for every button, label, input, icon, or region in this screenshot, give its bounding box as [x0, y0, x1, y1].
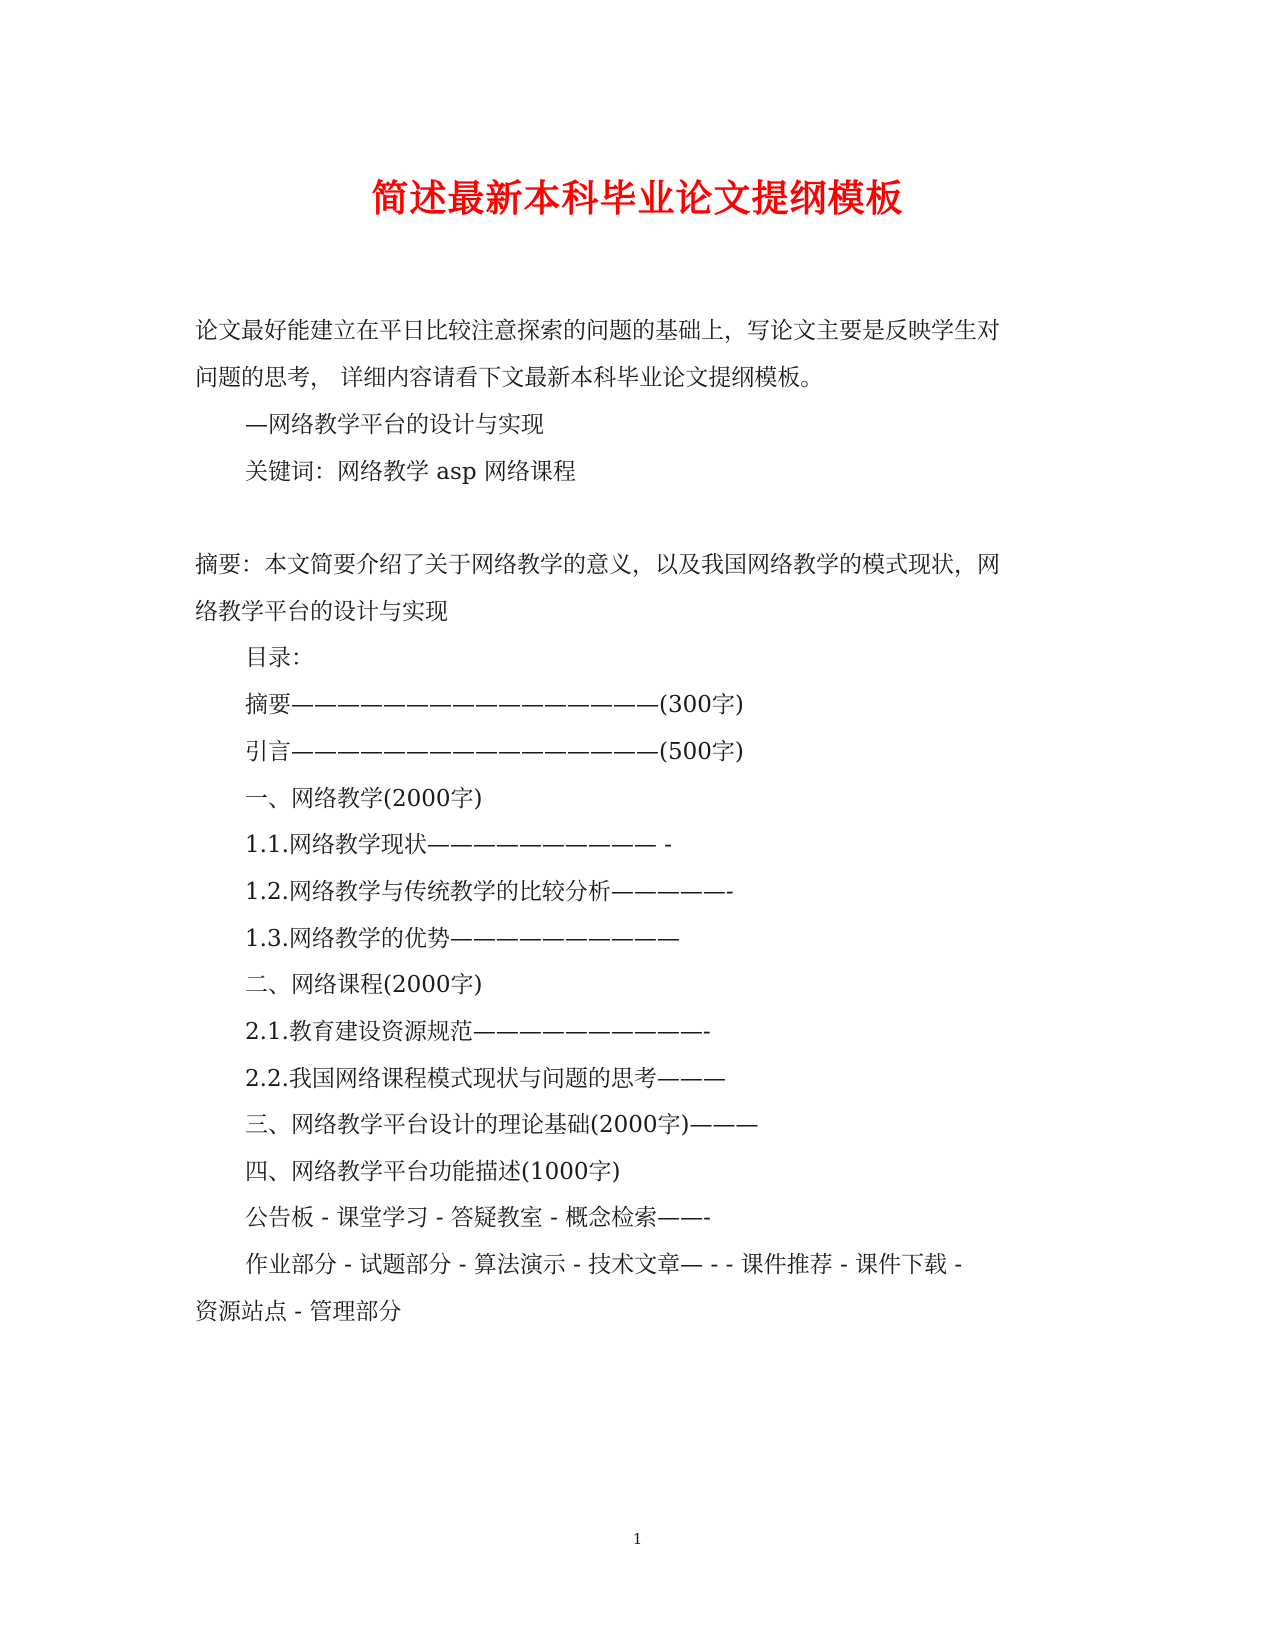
abstract-line-1: 摘要：本文简要介绍了关于网络教学的意义，以及我国网络教学的模式现状，网 — [195, 552, 1000, 578]
intro-paragraph-line-2: 问题的思考， 详细内容请看下文最新本科毕业论文提纲模板。 — [195, 365, 824, 391]
document-title: 简述最新本科毕业论文提纲模板 — [371, 176, 904, 220]
toc-item: 引言————————————————(500字) — [245, 739, 744, 765]
intro-paragraph-line-1: 论文最好能建立在平日比较注意探索的问题的基础上，写论文主要是反映学生对 — [195, 318, 1000, 344]
toc-item: 公告板 - 课堂学习 - 答疑教室 - 概念检索——- — [245, 1205, 711, 1231]
keywords-line: 关键词：网络教学 asp 网络课程 — [245, 459, 576, 485]
toc-item: 资源站点 - 管理部分 — [195, 1299, 402, 1325]
toc-item: 二、网络课程(2000字) — [245, 972, 483, 998]
toc-item: 作业部分 - 试题部分 - 算法演示 - 技术文章— - - 课件推荐 - 课件下载 - — [245, 1252, 963, 1278]
toc-item: 三、网络教学平台设计的理论基础(2000字)——— — [245, 1112, 759, 1138]
toc-item: 1.3.网络教学的优势—————————— — [245, 926, 680, 952]
abstract-line-2: 络教学平台的设计与实现 — [195, 599, 448, 625]
toc-item: 2.1.教育建设资源规范——————————- — [245, 1019, 711, 1045]
toc-item: 2.2.我国网络课程模式现状与问题的思考——— — [245, 1066, 726, 1092]
thesis-subtitle: —网络教学平台的设计与实现 — [245, 412, 544, 438]
toc-item: 1.2.网络教学与传统教学的比较分析—————- — [245, 879, 734, 905]
page-number: 1 — [632, 1530, 643, 1548]
toc-item: 摘要————————————————(300字) — [245, 692, 744, 718]
toc-item: 一、网络教学(2000字) — [245, 786, 483, 812]
toc-item: 四、网络教学平台功能描述(1000字) — [245, 1159, 621, 1185]
toc-heading: 目录： — [245, 645, 314, 671]
toc-item: 1.1.网络教学现状—————————— - — [245, 832, 672, 858]
